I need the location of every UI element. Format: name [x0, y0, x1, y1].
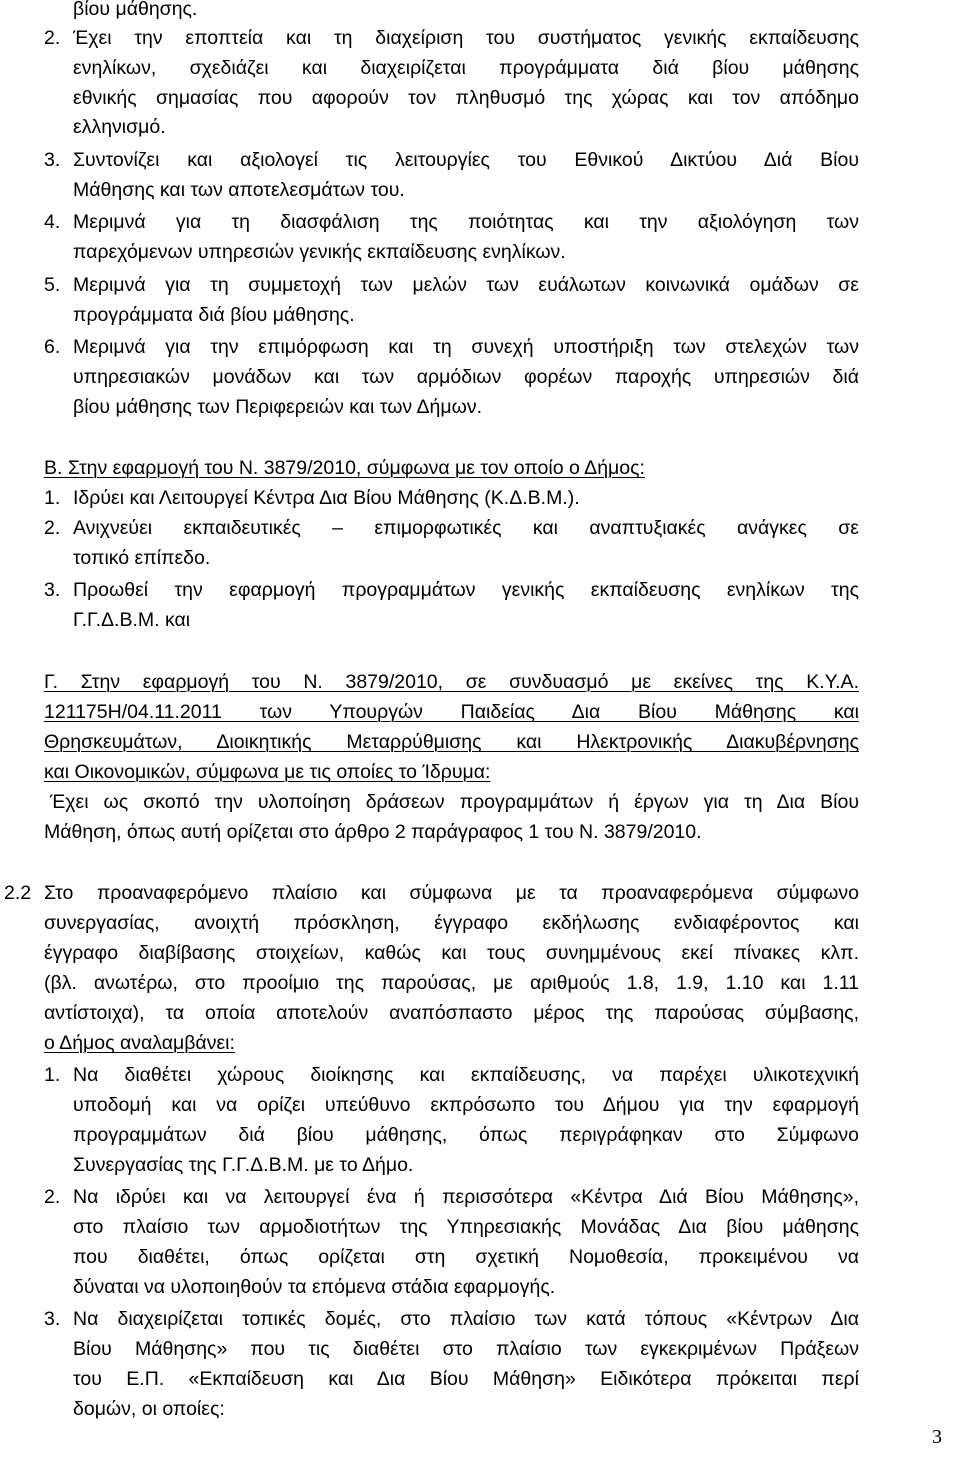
text-line: παρεχόμενων υπηρεσιών γενικής εκπαίδευσης ενηλίκων.	[73, 241, 566, 263]
list-number: 2.	[44, 517, 61, 539]
text-line: προγράμματα διά βίου μάθησης.	[73, 304, 355, 326]
section-heading-c: Γ. Στην εφαρμογή του Ν. 3879/2010, σε συνδυασμό με εκείνες της Κ.Υ.Α.	[44, 671, 859, 693]
text-line: Να ιδρύει και να λειτουργεί ένα ή περισσότερα «Κέντρα Διά Βίου Μάθησης»,	[73, 1186, 859, 1208]
list-number: 6.	[44, 336, 61, 358]
section-heading-c: και Οικονομικών, σύμφωνα με τις οποίες το Ίδρυμα:	[44, 761, 491, 783]
section-heading-c: Θρησκευμάτων, Διοικητικής Μεταρρύθμισης και Ηλεκτρονικής Διακυβέρνησης	[44, 731, 859, 753]
text-line: Ανιχνεύει εκπαιδευτικές – επιμορφωτικές και αναπτυξιακές ανάγκες σε	[73, 517, 859, 539]
list-number: 5.	[44, 274, 61, 296]
text-line: ενηλίκων, σχεδιάζει και διαχειρίζεται προγράμματα διά βίου μάθησης	[73, 57, 859, 79]
text-line: Γ.Γ.Δ.Β.Μ. και	[73, 609, 191, 631]
list-number: 3.	[44, 1308, 61, 1330]
list-number: 4.	[44, 211, 61, 233]
text-line: Στο προαναφερόμενο πλαίσιο και σύμφωνα με τα προαναφερόμενα σύμφωνο	[44, 882, 859, 904]
text-line: Ιδρύει και Λειτουργεί Κέντρα Δια Βίου Μάθησης (Κ.Δ.Β.Μ.).	[73, 487, 580, 509]
text-line: Μάθησης και των αποτελεσμάτων του.	[73, 179, 405, 201]
list-number: 1.	[44, 1064, 61, 1086]
text-line: στο πλαίσιο των αρμοδιοτήτων της Υπηρεσιακής Μονάδας Δια βίου μάθησης	[73, 1216, 859, 1238]
text-line: υποδομή και να ορίζει υπεύθυνο εκπρόσωπο του Δήμου για την εφαρμογή	[73, 1094, 859, 1116]
text-line: του Ε.Π. «Εκπαίδευση και Δια Βίου Μάθηση» Ειδικότερα πρόκειται περί	[73, 1368, 859, 1390]
section-number: 2.2	[4, 882, 32, 904]
text-line: που διαθέτει, όπως ορίζεται στη σχετική Νομοθεσία, προκειμένου να	[73, 1246, 859, 1268]
text-line: Μάθηση, όπως αυτή ορίζεται στο άρθρο 2 παράγραφος 1 του Ν. 3879/2010.	[44, 821, 702, 843]
text-line: Μεριμνά για την επιμόρφωση και τη συνεχή υποστήριξη των στελεχών των	[73, 336, 859, 358]
section-heading-c: 121175Η/04.11.2011 των Υπουργών Παιδείας Δια Βίου Μάθησης και	[44, 701, 859, 723]
text-line: Έχει την εποπτεία και τη διαχείριση του συστήματος γενικής εκπαίδευσης	[73, 27, 859, 49]
list-number: 3.	[44, 149, 61, 171]
text-line: εθνικής σημασίας που αφορούν τον πληθυσμό της χώρας και τον απόδημο	[73, 87, 859, 109]
section-heading-b: Β. Στην εφαρμογή του Ν. 3879/2010, σύμφωνα με τον οποίο ο Δήμος:	[44, 457, 645, 479]
list-number: 2.	[44, 1186, 61, 1208]
list-number: 1.	[44, 487, 61, 509]
text-line: δομών, οι οποίες:	[73, 1398, 225, 1420]
text-line: ο Δήμος αναλαμβάνει:	[44, 1032, 235, 1054]
text-line: δύναται να υλοποιηθούν τα επόμενα στάδια εφαρμογής.	[73, 1276, 556, 1298]
text-line: συνεργασίας, ανοιχτή πρόσκληση, έγγραφο εκδήλωσης ενδιαφέροντος και	[44, 912, 859, 934]
text-line: υπηρεσιακών μονάδων και των αρμόδιων φορέων παροχής υπηρεσιών διά	[73, 366, 859, 388]
list-number: 3.	[44, 579, 61, 601]
text-line: ελληνισμό.	[73, 116, 166, 138]
text-line: Συνεργασίας της Γ.Γ.Δ.Β.Μ. με το Δήμο.	[73, 1154, 414, 1176]
text-line: Να διαθέτει χώρους διοίκησης και εκπαίδευσης, να παρέχει υλικοτεχνική	[73, 1064, 859, 1086]
page-number: 3	[932, 1426, 942, 1448]
text-line: βίου μάθησης των Περιφερειών και των Δήμων.	[73, 396, 483, 418]
list-number: 2.	[44, 27, 61, 49]
text-line: Να διαχειρίζεται τοπικές δομές, στο πλαίσιο των κατά τόπους «Κέντρων Δια	[73, 1308, 859, 1330]
text-line: (βλ. ανωτέρω, στο προοίμιο της παρούσας, με αριθμούς 1.8, 1.9, 1.10 και 1.11	[44, 972, 859, 994]
text-line: τοπικό επίπεδο.	[73, 547, 211, 569]
text-line: έγγραφο διαβίβασης στοιχείων, καθώς και τους συνημμένους εκεί πίνακες κλπ.	[44, 942, 859, 964]
text-line: βίου μάθησης.	[73, 0, 198, 20]
text-line: προγραμμάτων διά βίου μάθησης, όπως περιγράφηκαν στο Σύμφωνο	[73, 1124, 859, 1146]
text-line: Προωθεί την εφαρμογή προγραμμάτων γενικής εκπαίδευσης ενηλίκων της	[73, 579, 859, 601]
text-line: Έχει ως σκοπό την υλοποίηση δράσεων προγραμμάτων ή έργων για τη Δια Βίου	[50, 791, 859, 813]
text-line: αντίστοιχα), τα οποία αποτελούν αναπόσπαστο μέρος της παρούσας σύμβασης,	[44, 1002, 859, 1024]
text-line: Μεριμνά για τη διασφάλιση της ποιότητας και την αξιολόγηση των	[73, 211, 859, 233]
text-line: Βίου Μάθησης» που τις διαθέτει στο πλαίσιο των εγκεκριμένων Πράξεων	[73, 1338, 859, 1360]
text-line: Συντονίζει και αξιολογεί τις λειτουργίες του Εθνικού Δικτύου Διά Βίου	[73, 149, 859, 171]
text-line: Μεριμνά για τη συμμετοχή των μελών των ευάλωτων κοινωνικά ομάδων σε	[73, 274, 859, 296]
